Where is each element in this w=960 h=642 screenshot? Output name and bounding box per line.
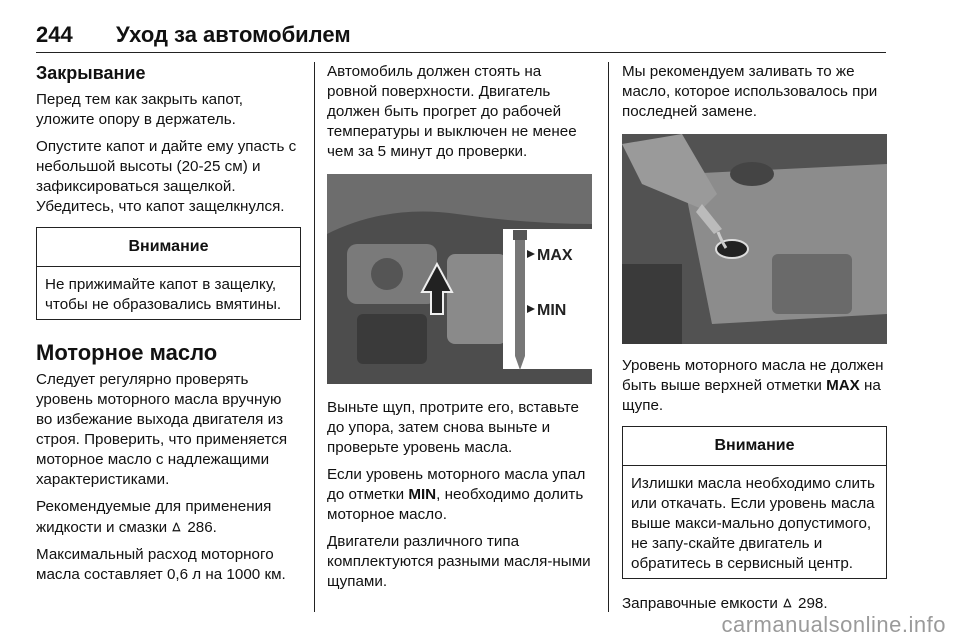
paragraph: Следует регулярно проверять уровень моторного масла вручную во избежание выхода двигателя из строя. Проверить, что применяется моторное масло с надлежащими характеристиками. [36, 371, 288, 488]
oil-filling-figure [622, 134, 887, 344]
watermark: carmanualsonline.info [721, 612, 946, 637]
max-mark-label: MAX [537, 247, 573, 264]
notice-box [622, 426, 887, 579]
chapter-title: Уход за автомобилем [116, 22, 351, 47]
paragraph: Двигатели различного типа комплектуются разными масля-ными щупами. [327, 533, 591, 590]
page-header [36, 20, 886, 53]
engine-dipstick-illustration [327, 174, 592, 384]
paragraph: Опустите капот и дайте ему упасть с небольшой высоты (20-25 см) и зафиксироваться защелкой. Убедитесь, что капот защелкнулся. [36, 138, 297, 215]
page-ref-link[interactable]: 286. [187, 519, 217, 536]
paragraph: Если уровень моторного масла упал до отметки MIN, необходимо долить моторное масло. [327, 466, 586, 523]
paragraph: Мы рекомендуем заливать то же масло, которое использовалось при последней замене. [622, 63, 878, 120]
paragraph: Перед тем как закрыть капот, уложите опору в держатель. [36, 91, 243, 128]
notice-box [36, 227, 301, 320]
page-ref-icon: ⊲ [779, 597, 796, 609]
column-left [36, 62, 301, 592]
min-mark-label: MIN [537, 302, 567, 319]
paragraph: Выньте щуп, протрите его, вставьте до упора, затем снова выньте и проверьте уровень масла. [327, 399, 579, 456]
section-heading-closing: Закрывание [36, 63, 146, 83]
notice-title: Внимание [623, 427, 886, 466]
section-heading-oil: Моторное масло [36, 340, 218, 365]
column-divider-1 [314, 62, 315, 612]
column-right [622, 62, 887, 621]
notice-title: Внимание [37, 228, 300, 267]
paragraph-ref: Заправочные емкости ⊲ 298. [622, 595, 828, 612]
paragraph: Уровень моторного масла не должен быть выше верхней отметки MAX на щупе. [622, 357, 884, 414]
dipstick-figure [327, 174, 592, 384]
column-middle [327, 62, 595, 599]
page-number: 244 [36, 22, 73, 47]
paragraph-ref: Рекомендуемые для применения жидкости и смазки ⊲ 286. [36, 498, 272, 536]
page-ref-icon: ⊲ [169, 521, 186, 533]
column-divider-2 [608, 62, 609, 612]
engine-oil-fill-illustration [622, 134, 887, 344]
paragraph: Автомобиль должен стоять на ровной поверхности. Двигатель должен быть прогрет до рабочей температуры и выключен не менее чем за 5 минут до проверки. [327, 63, 577, 160]
paragraph: Максимальный расход моторного масла составляет 0,6 л на 1000 км. [36, 546, 286, 583]
notice-body: Излишки масла необходимо слить или откачать. Если уровень масла выше макси-мально допустимого, не запу-скайте двигатель и обратитесь в сервисный центр. [631, 475, 875, 572]
page-ref-link[interactable]: 298. [798, 595, 828, 612]
notice-body: Не прижимайте капот в защелку, чтобы не образовались вмятины. [45, 276, 282, 313]
